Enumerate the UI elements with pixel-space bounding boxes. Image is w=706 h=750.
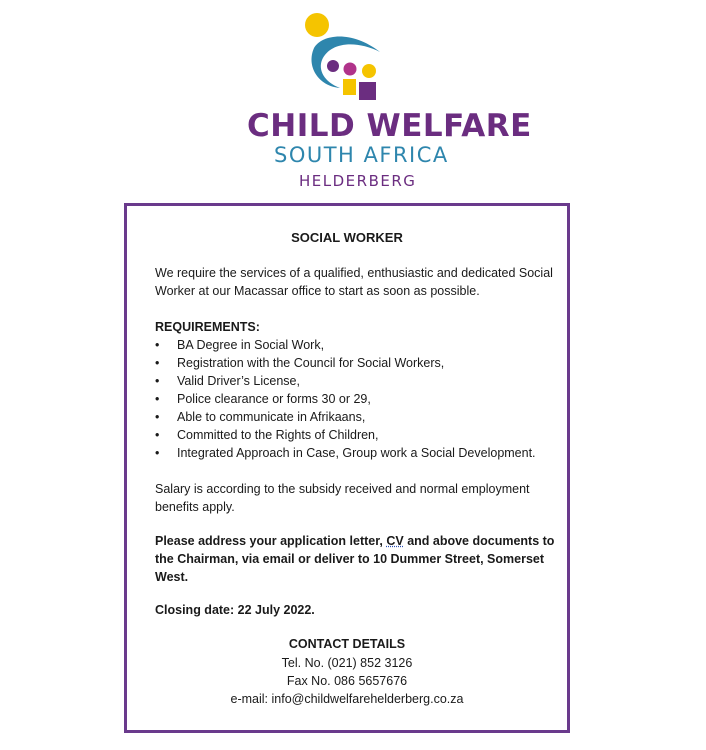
salary-paragraph: Salary is according to the subsidy received and normal employment benefits apply. [155, 482, 530, 514]
intro-paragraph: We require the services of a qualified, enthusiastic and dedicated Social Worker at our Macassar office to start as soon as possible. [155, 266, 553, 298]
logo-figure-magenta-head [344, 63, 357, 76]
requirement-item: • Integrated Approach in Case, Group work a Social Development. [155, 444, 565, 462]
requirement-item: • Able to communicate in Afrikaans, [155, 408, 565, 426]
email-address: e-mail: info@childwelfarehelderberg.co.za [230, 692, 464, 706]
requirements-heading: REQUIREMENTS: [155, 320, 260, 334]
organization-logo [0, 0, 706, 200]
logo-figure-purple-body [359, 82, 376, 100]
requirement-item: • BA Degree in Social Work, [155, 336, 565, 354]
logo-sun-circle [305, 13, 329, 37]
address-text-end: and above documents to the Chairman, via email or deliver to 10 Dummer Street, Somerset West. [155, 534, 555, 584]
job-title: SOCIAL WORKER [291, 230, 403, 245]
requirement-item: • Valid Driver’s License, [155, 372, 565, 390]
address-text-start: Please address your application letter, [155, 534, 387, 548]
logo-text-south-africa: SOUTH AFRICA [274, 143, 449, 167]
family-logo-icon [300, 8, 410, 108]
telephone-number: Tel. No. (021) 852 3126 [281, 656, 413, 670]
requirements-list [155, 336, 565, 462]
application-instructions [155, 532, 560, 586]
requirement-item: • Committed to the Rights of Children, [155, 426, 565, 444]
closing-date: Closing date: 22 July 2022. [155, 603, 315, 617]
logo-figure-yellow-body [343, 79, 356, 95]
logo-text-child-welfare: CHILD WELFARE [247, 108, 532, 144]
fax-number: Fax No. 086 5657676 [286, 674, 408, 688]
logo-figure-purple-head [327, 60, 339, 72]
requirement-item: • Registration with the Council for Social Workers, [155, 354, 565, 372]
cv-word: CV [386, 534, 404, 548]
logo-text-helderberg: HELDERBERG [299, 172, 417, 190]
requirement-item: • Police clearance or forms 30 or 29, [155, 390, 565, 408]
contact-details-heading: CONTACT DETAILS [288, 637, 406, 651]
logo-figure-yellow-head [362, 64, 376, 78]
job-advert-box [124, 203, 570, 733]
